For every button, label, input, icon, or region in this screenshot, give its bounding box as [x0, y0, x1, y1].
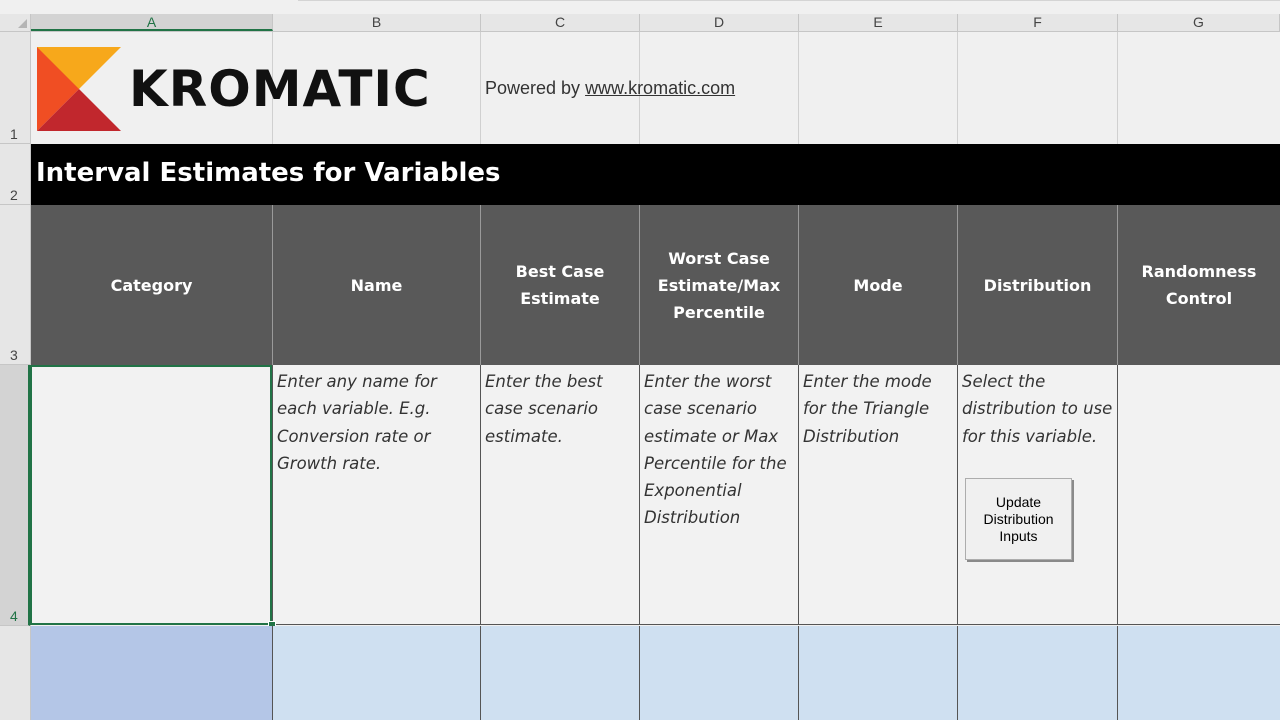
- sheet-title: Interval Estimates for Variables: [36, 158, 501, 188]
- cell-d4[interactable]: Enter the worst case scenario estimate or Max Percentile for the Exponential Distribution: [640, 365, 799, 625]
- title-bar: [31, 144, 1280, 205]
- header-worst-case[interactable]: Worst Case Estimate/Max Percentile: [640, 205, 799, 365]
- cell-g5[interactable]: [1118, 626, 1280, 720]
- header-name[interactable]: Name: [273, 205, 481, 365]
- cell-e5[interactable]: [799, 626, 958, 720]
- cell-g4[interactable]: [1118, 365, 1280, 625]
- cell-a5[interactable]: [31, 626, 273, 720]
- cell-f5[interactable]: [958, 626, 1118, 720]
- header-mode[interactable]: Mode: [799, 205, 958, 365]
- cell-c5[interactable]: [481, 626, 640, 720]
- header-category[interactable]: Category: [31, 205, 273, 365]
- cell-f4[interactable]: Select the distribution to use for this variable.: [958, 365, 1118, 625]
- cell-d5[interactable]: [640, 626, 799, 720]
- row-header-1[interactable]: 1: [0, 32, 30, 144]
- update-distribution-inputs-button[interactable]: Update Distribution Inputs: [965, 478, 1072, 560]
- column-header-bar: [0, 14, 1280, 32]
- cell-b5[interactable]: [273, 626, 481, 720]
- spreadsheet-grid: [31, 32, 1280, 720]
- select-all-corner[interactable]: [0, 14, 31, 31]
- column-header-g[interactable]: G: [1118, 14, 1280, 31]
- cell-c4[interactable]: Enter the best case scenario estimate.: [481, 365, 640, 625]
- column-header-b[interactable]: B: [273, 14, 481, 31]
- row-header-5[interactable]: [0, 626, 30, 720]
- active-cell-selection: [30, 365, 272, 625]
- cell-e4[interactable]: Enter the mode for the Triangle Distribution: [799, 365, 958, 625]
- column-header-a[interactable]: A: [31, 14, 273, 31]
- row-header-bar: [0, 32, 31, 720]
- header-randomness-control[interactable]: Randomness Control: [1118, 205, 1280, 365]
- header-distribution[interactable]: Distribution: [958, 205, 1118, 365]
- column-header-f[interactable]: F: [958, 14, 1118, 31]
- column-header-e[interactable]: E: [799, 14, 958, 31]
- header-best-case[interactable]: Best Case Estimate: [481, 205, 640, 365]
- kromatic-link[interactable]: www.kromatic.com: [585, 78, 736, 98]
- row-header-2[interactable]: 2: [0, 144, 30, 205]
- top-strip: [0, 0, 1280, 14]
- column-header-d[interactable]: D: [640, 14, 799, 31]
- row-header-3[interactable]: 3: [0, 205, 30, 365]
- row-header-4[interactable]: 4: [0, 365, 30, 626]
- logo-wordmark: KROMATIC: [129, 60, 431, 118]
- powered-by-prefix: Powered by: [485, 78, 586, 98]
- column-header-c[interactable]: C: [481, 14, 640, 31]
- kromatic-logo-icon: [37, 47, 121, 131]
- powered-by: [485, 78, 735, 99]
- cell-b4[interactable]: Enter any name for each variable. E.g. Conversion rate or Growth rate.: [273, 365, 481, 625]
